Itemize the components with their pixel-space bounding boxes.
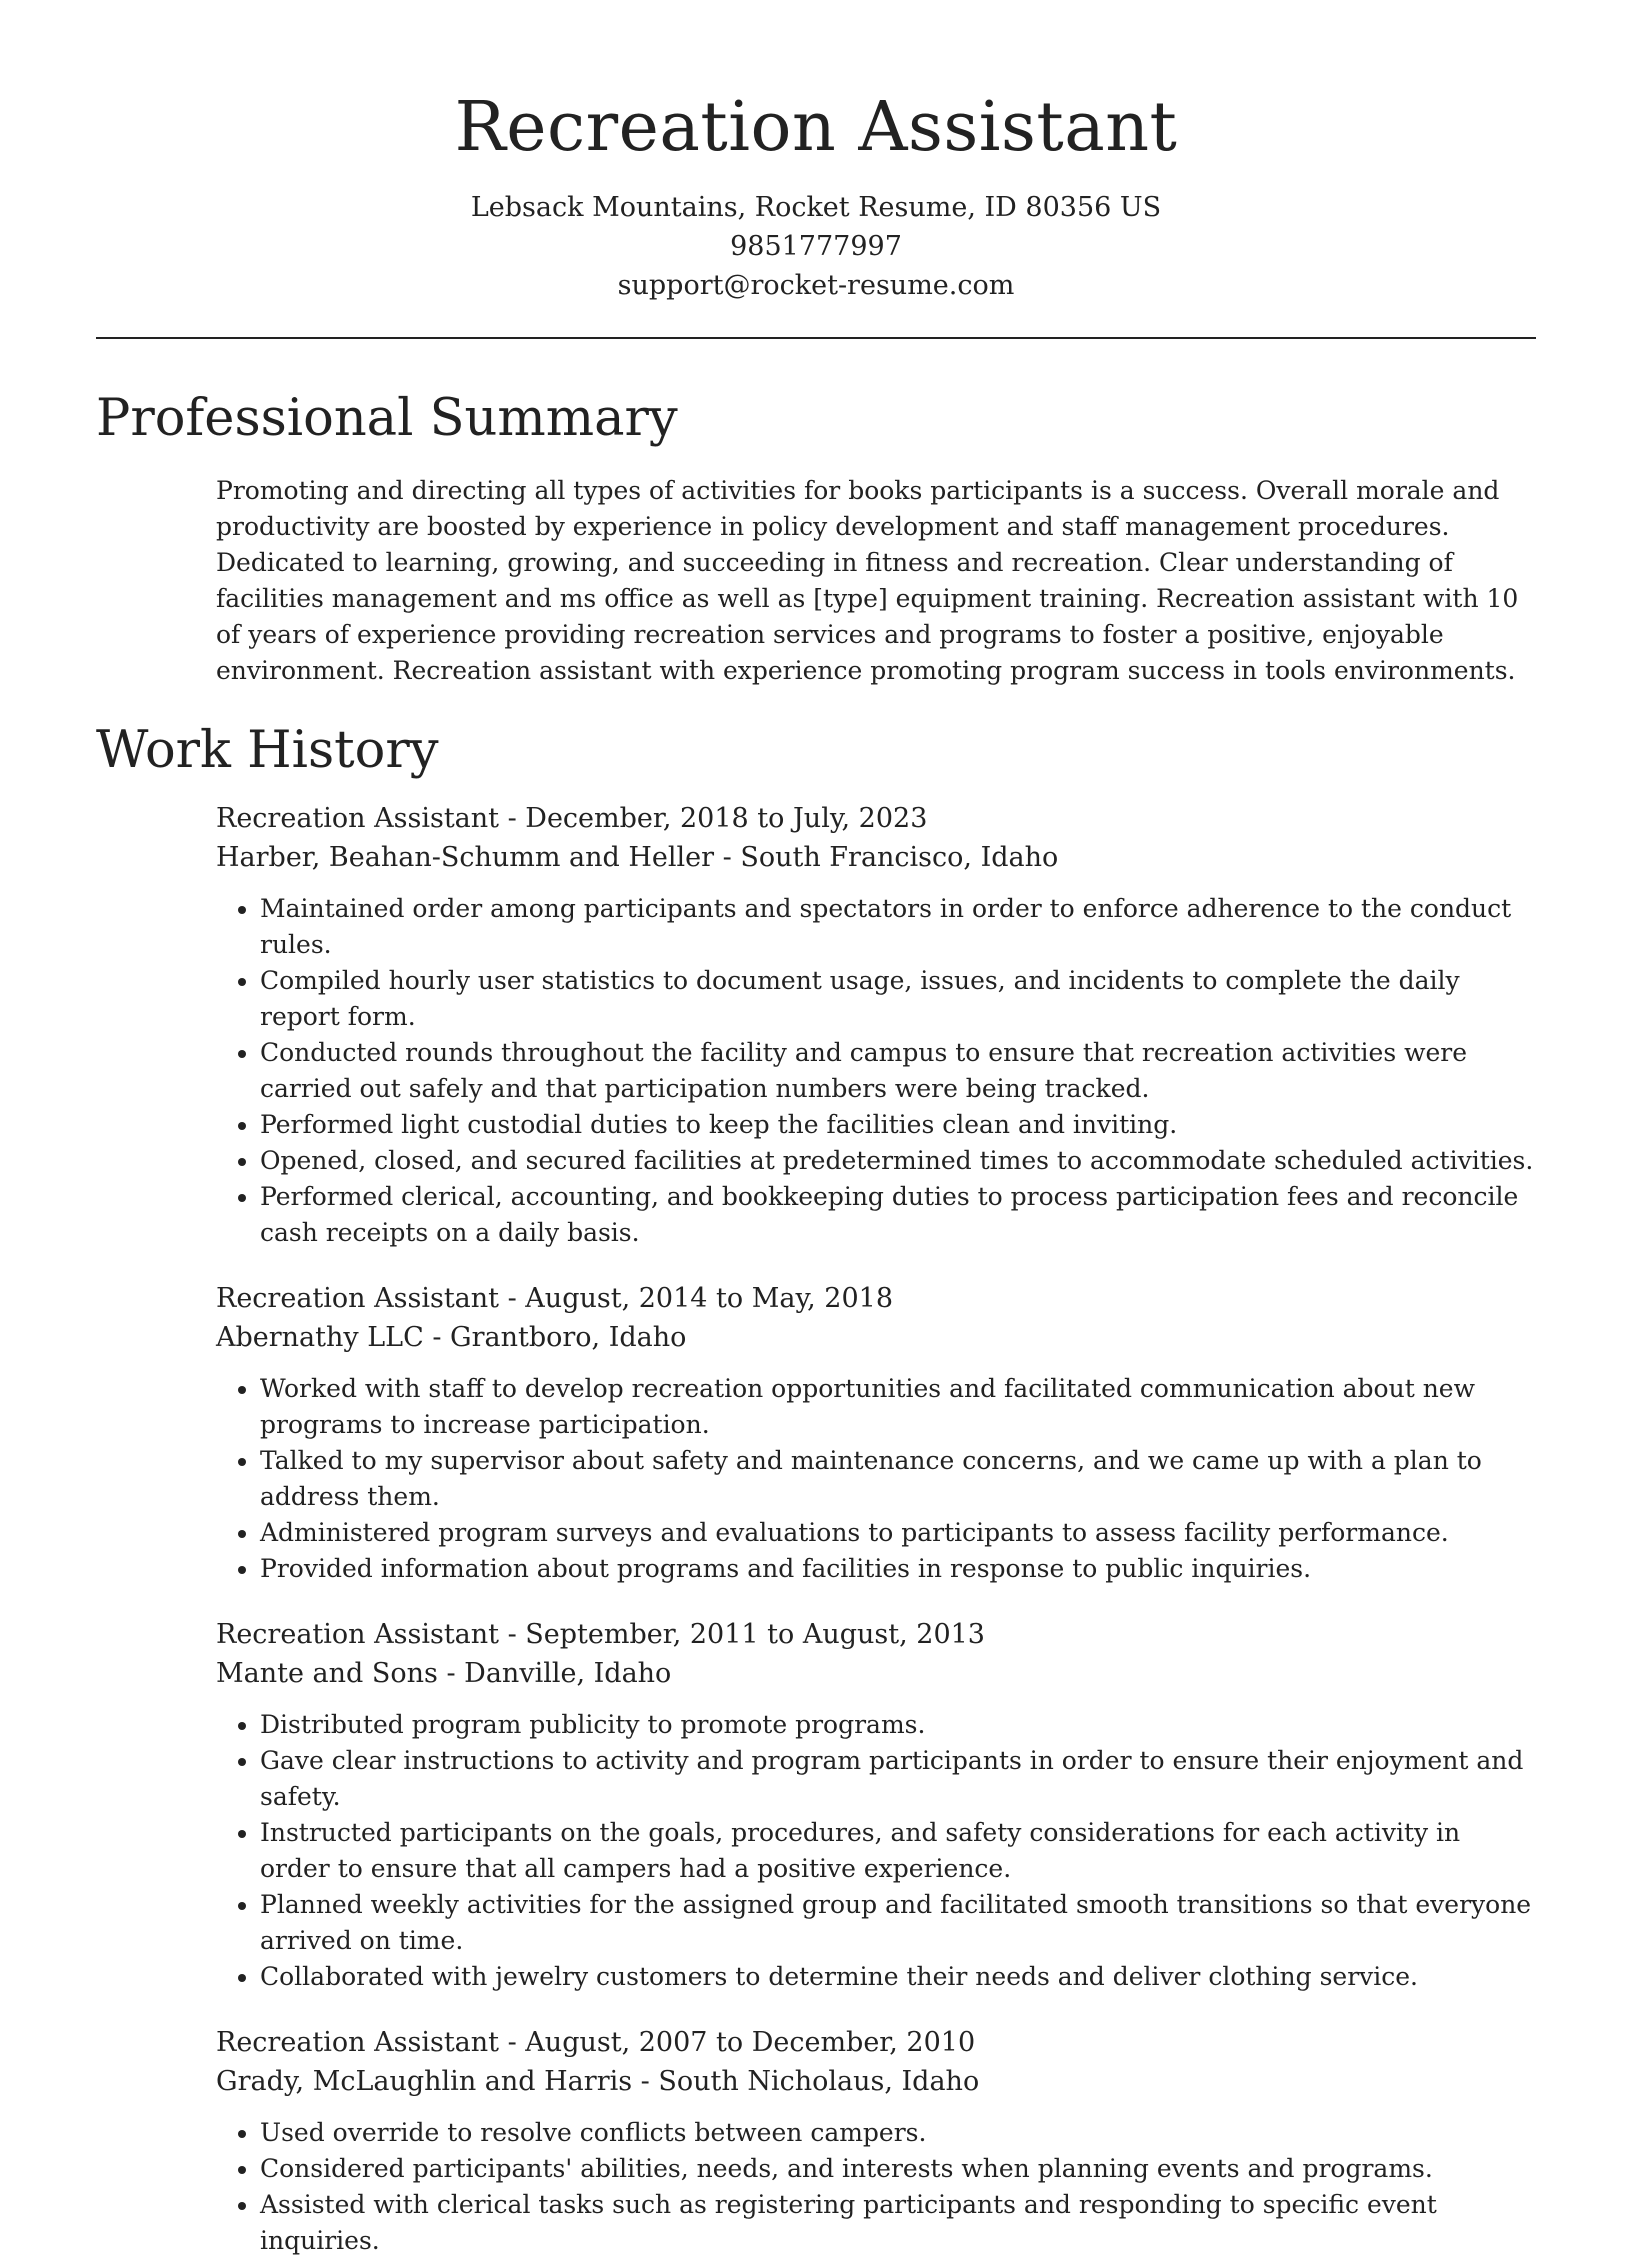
job-company-location: Abernathy LLC - Grantboro, Idaho [216, 1322, 687, 1353]
job-bullet: • Provided information about programs and facilities in response to public inquiries. [260, 1551, 1536, 1587]
job-company-location: Grady, McLaughlin and Harris - South Nicholaus, Idaho [216, 2066, 980, 2097]
summary-heading: Professional Summary [96, 389, 678, 448]
job-bullet: • Gave clear instructions to activity and program participants in order to ensure their enjoyment and safety. [260, 1743, 1536, 1815]
job-entry [216, 1615, 1536, 1995]
contact-email: support@rocket-resume.com [617, 270, 1015, 301]
job-bullet: • Assisted with clerical tasks such as registering participants and responding to specific event inquiries. [260, 2187, 1536, 2259]
job-bullets [216, 1707, 1536, 1995]
job-bullet: • Opened, closed, and secured facilities at predetermined times to accommodate scheduled activities. [260, 1143, 1536, 1179]
job-company-location: Harber, Beahan-Schumm and Heller - South Francisco, Idaho [216, 842, 1059, 873]
job-bullet: • Used override to resolve conflicts between campers. [260, 2115, 1536, 2151]
job-company-location: Mante and Sons - Danville, Idaho [216, 1658, 672, 1689]
job-bullet: • Compiled hourly user statistics to document usage, issues, and incidents to complete the daily report form. [260, 963, 1536, 1035]
job-role-dates: Recreation Assistant - August, 2014 to May, 2018 [216, 1283, 894, 1314]
job-entry [216, 799, 1536, 1251]
job-role-dates: Recreation Assistant - August, 2007 to December, 2010 [216, 2027, 976, 2058]
job-bullet: • Performed clerical, accounting, and bookkeeping duties to process participation fees and reconcile cash receipts on a daily basis. [260, 1179, 1536, 1251]
job-bullet: • Collaborated with jewelry customers to determine their needs and deliver clothing service. [260, 1959, 1536, 1995]
job-list [216, 799, 1536, 2259]
job-bullet: • Distributed program publicity to promote programs. [260, 1707, 1536, 1743]
job-bullet: • Considered participants' abilities, needs, and interests when planning events and programs. [260, 2151, 1536, 2187]
summary-text: Promoting and directing all types of activities for books participants is a success. Overall morale and productivity are boosted by experience in policy development and staff management procedures. Dedicated to learning, growing, and succeeding in fitness and recreation. Clear understanding of facilities management and ms office as well as [type] equipment training. Recreation assistant with 10 of years of experience providing recreation services and programs to foster a positive, enjoyable environment. Recreation assistant with experience promoting program success in tools environments. [216, 476, 1519, 685]
job-bullet: • Worked with staff to develop recreation opportunities and facilitated communication about new programs to increase participation. [260, 1371, 1536, 1443]
contact-phone: 9851777997 [730, 231, 902, 262]
job-bullets [216, 891, 1536, 1251]
job-bullets [216, 1371, 1536, 1587]
resume-header [96, 0, 1536, 305]
candidate-name: Recreation Assistant [454, 88, 1178, 167]
job-role-dates: Recreation Assistant - December, 2018 to July, 2023 [216, 803, 928, 834]
job-bullets [216, 2115, 1536, 2259]
job-bullet: • Talked to my supervisor about safety and maintenance concerns, and we came up with a plan to address them. [260, 1443, 1536, 1515]
job-bullet: • Instructed participants on the goals, procedures, and safety considerations for each activity in order to ensure that all campers had a positive experience. [260, 1815, 1536, 1887]
job-bullet: • Planned weekly activities for the assigned group and facilitated smooth transitions so that everyone arrived on time. [260, 1887, 1536, 1959]
job-bullet: • Administered program surveys and evaluations to participants to assess facility performance. [260, 1515, 1536, 1551]
job-role-dates: Recreation Assistant - September, 2011 to August, 2013 [216, 1619, 985, 1650]
contact-address: Lebsack Mountains, Rocket Resume, ID 80356 US [470, 192, 1162, 223]
job-entry [216, 1279, 1536, 1587]
job-bullet: • Maintained order among participants and spectators in order to enforce adherence to the conduct rules. [260, 891, 1536, 963]
job-entry [216, 2023, 1536, 2259]
contact-block [96, 188, 1536, 305]
work-history-heading: Work History [96, 721, 439, 780]
job-bullet: • Conducted rounds throughout the facility and campus to ensure that recreation activities were carried out safely and that participation numbers were being tracked. [260, 1035, 1536, 1107]
header-divider [96, 337, 1536, 339]
job-bullet: • Performed light custodial duties to keep the facilities clean and inviting. [260, 1107, 1536, 1143]
